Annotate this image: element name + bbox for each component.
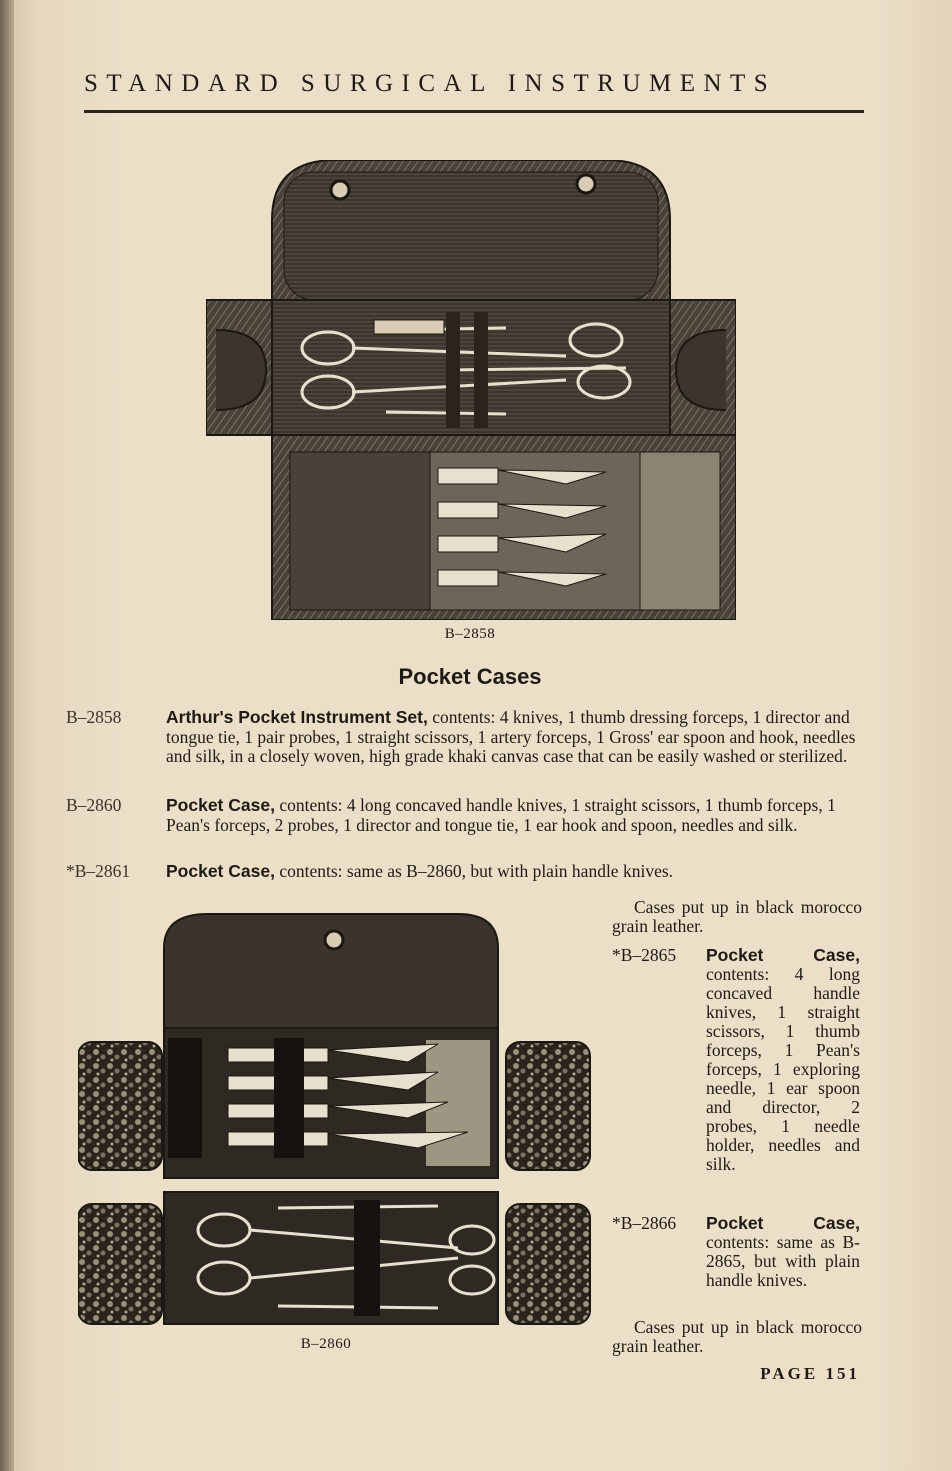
book-gutter <box>0 0 14 1471</box>
item-name: Pocket Case, <box>706 1213 860 1233</box>
item-text: contents: 4 long concaved handle knives, 1 straight scissors, 1 thumb forceps, 1 Pean's forceps, 1 exploring needle, 1 ear spoon and director, 2 probes, 1 needle holder, needles and silk. <box>706 964 860 1174</box>
catalog-item-b2866 <box>612 1214 862 1310</box>
item-name: Pocket Case, <box>166 795 275 815</box>
item-code: B–2860 <box>66 795 122 815</box>
page-number: PAGE 151 <box>760 1364 860 1383</box>
page-header <box>84 66 864 113</box>
leather-note-bottom: Cases put up in black morocco grain leather. <box>612 1317 862 1356</box>
leather-note-top: Cases put up in black morocco grain leather. <box>612 897 862 936</box>
item-text: contents: same as B-2865, but with plain handle knives. <box>706 1232 860 1290</box>
figure-caption-top: B–2858 <box>444 626 496 642</box>
item-name: Arthur's Pocket Instrument Set, <box>166 707 428 727</box>
item-description <box>166 708 866 767</box>
item-description <box>166 862 866 882</box>
section-title: Pocket Cases <box>398 664 542 689</box>
catalog-item-b2865 <box>612 946 862 1206</box>
item-description <box>706 946 860 1174</box>
leather-case-drawing <box>78 908 598 1328</box>
item-code: *B–2865 <box>612 945 677 965</box>
figure-caption-bottom: B–2860 <box>300 1336 352 1352</box>
item-code: *B–2866 <box>612 1213 677 1233</box>
header-title: STANDARD SURGICAL INSTRUMENTS <box>84 70 777 97</box>
item-code: B–2858 <box>66 707 122 727</box>
item-name: Pocket Case, <box>706 945 860 965</box>
item-description <box>166 796 866 835</box>
catalog-item-b2861 <box>66 862 866 884</box>
pocket-case-illustration-bottom <box>78 908 598 1328</box>
canvas-case-drawing <box>206 160 736 620</box>
item-name: Pocket Case, <box>166 861 275 881</box>
pocket-case-illustration-top <box>206 160 736 620</box>
item-text: contents: 4 long concaved handle knives, 1 straight scissors, 1 thumb forceps, 1 Pean's forceps, 2 probes, 1 director and tongue tie, 1 ear hook and spoon, needles and silk. <box>166 795 836 835</box>
item-text: contents: 4 knives, 1 thumb dressing forceps, 1 director and tongue tie, 1 pair probes, 1 straight scissors, 1 artery forceps, 1 Gross' ear spoon and hook, needles and silk, in a closely woven, high grade khaki canvas case that can be easily washed or sterilized. <box>166 707 856 766</box>
item-text: contents: same as B–2860, but with plain handle knives. <box>274 861 674 881</box>
catalog-item-b2860 <box>66 796 866 856</box>
catalog-item-b2858 <box>66 708 866 788</box>
item-description <box>706 1214 860 1290</box>
item-code: *B–2861 <box>66 861 131 881</box>
